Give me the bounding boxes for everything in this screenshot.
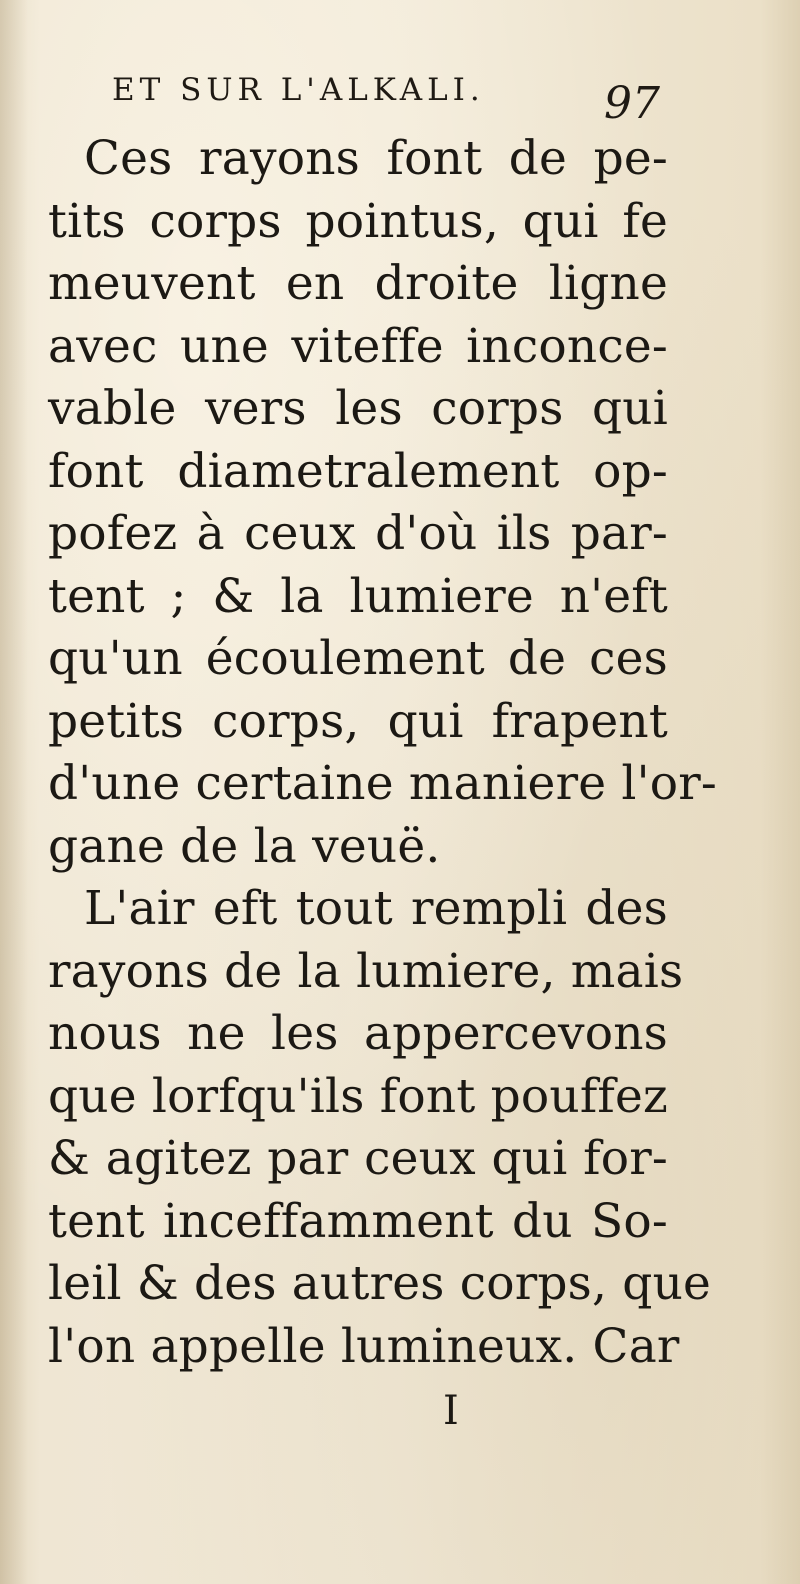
text-line: font diametralement op- xyxy=(48,443,668,499)
running-head: ET SUR L'ALKALI. xyxy=(112,72,485,108)
body-text xyxy=(48,128,717,1378)
text-line: d'une certaine maniere l'or- xyxy=(48,756,717,811)
text-line: gane de la veuë. xyxy=(48,818,441,874)
text-line: tits corps pointus, qui fe xyxy=(48,193,668,249)
text-line: l'on appelle lumineux. Car xyxy=(48,1318,680,1374)
text-line: tent ; & la lumiere n'eft xyxy=(48,568,668,624)
text-line: L'air eft tout rempli des xyxy=(84,881,668,936)
gutter-shadow xyxy=(0,0,28,1584)
text-line: leil & des autres corps, que xyxy=(48,1256,712,1311)
text-line: rayons de la lumiere, mais xyxy=(48,943,684,999)
text-line: pofez à ceux d'où ils par- xyxy=(48,506,668,561)
text-line: nous ne les appercevons xyxy=(48,1006,668,1061)
text-line: meuvent en droite ligne xyxy=(48,256,668,311)
text-line: & agitez par ceux qui for- xyxy=(48,1131,668,1186)
signature-mark: I xyxy=(443,1388,459,1434)
text-line: avec une viteffe inconce- xyxy=(48,318,668,374)
text-line: vable vers les corps qui xyxy=(48,381,668,436)
text-line: petits corps, qui frapent xyxy=(48,693,668,749)
text-line: que lorfqu'ils font pouffez xyxy=(48,1068,668,1124)
text-line: tent inceffamment du So- xyxy=(48,1193,668,1249)
page-number: 97 xyxy=(604,78,660,129)
text-line: qu'un écoulement de ces xyxy=(48,631,668,686)
text-line: Ces rayons font de pe- xyxy=(84,131,668,186)
